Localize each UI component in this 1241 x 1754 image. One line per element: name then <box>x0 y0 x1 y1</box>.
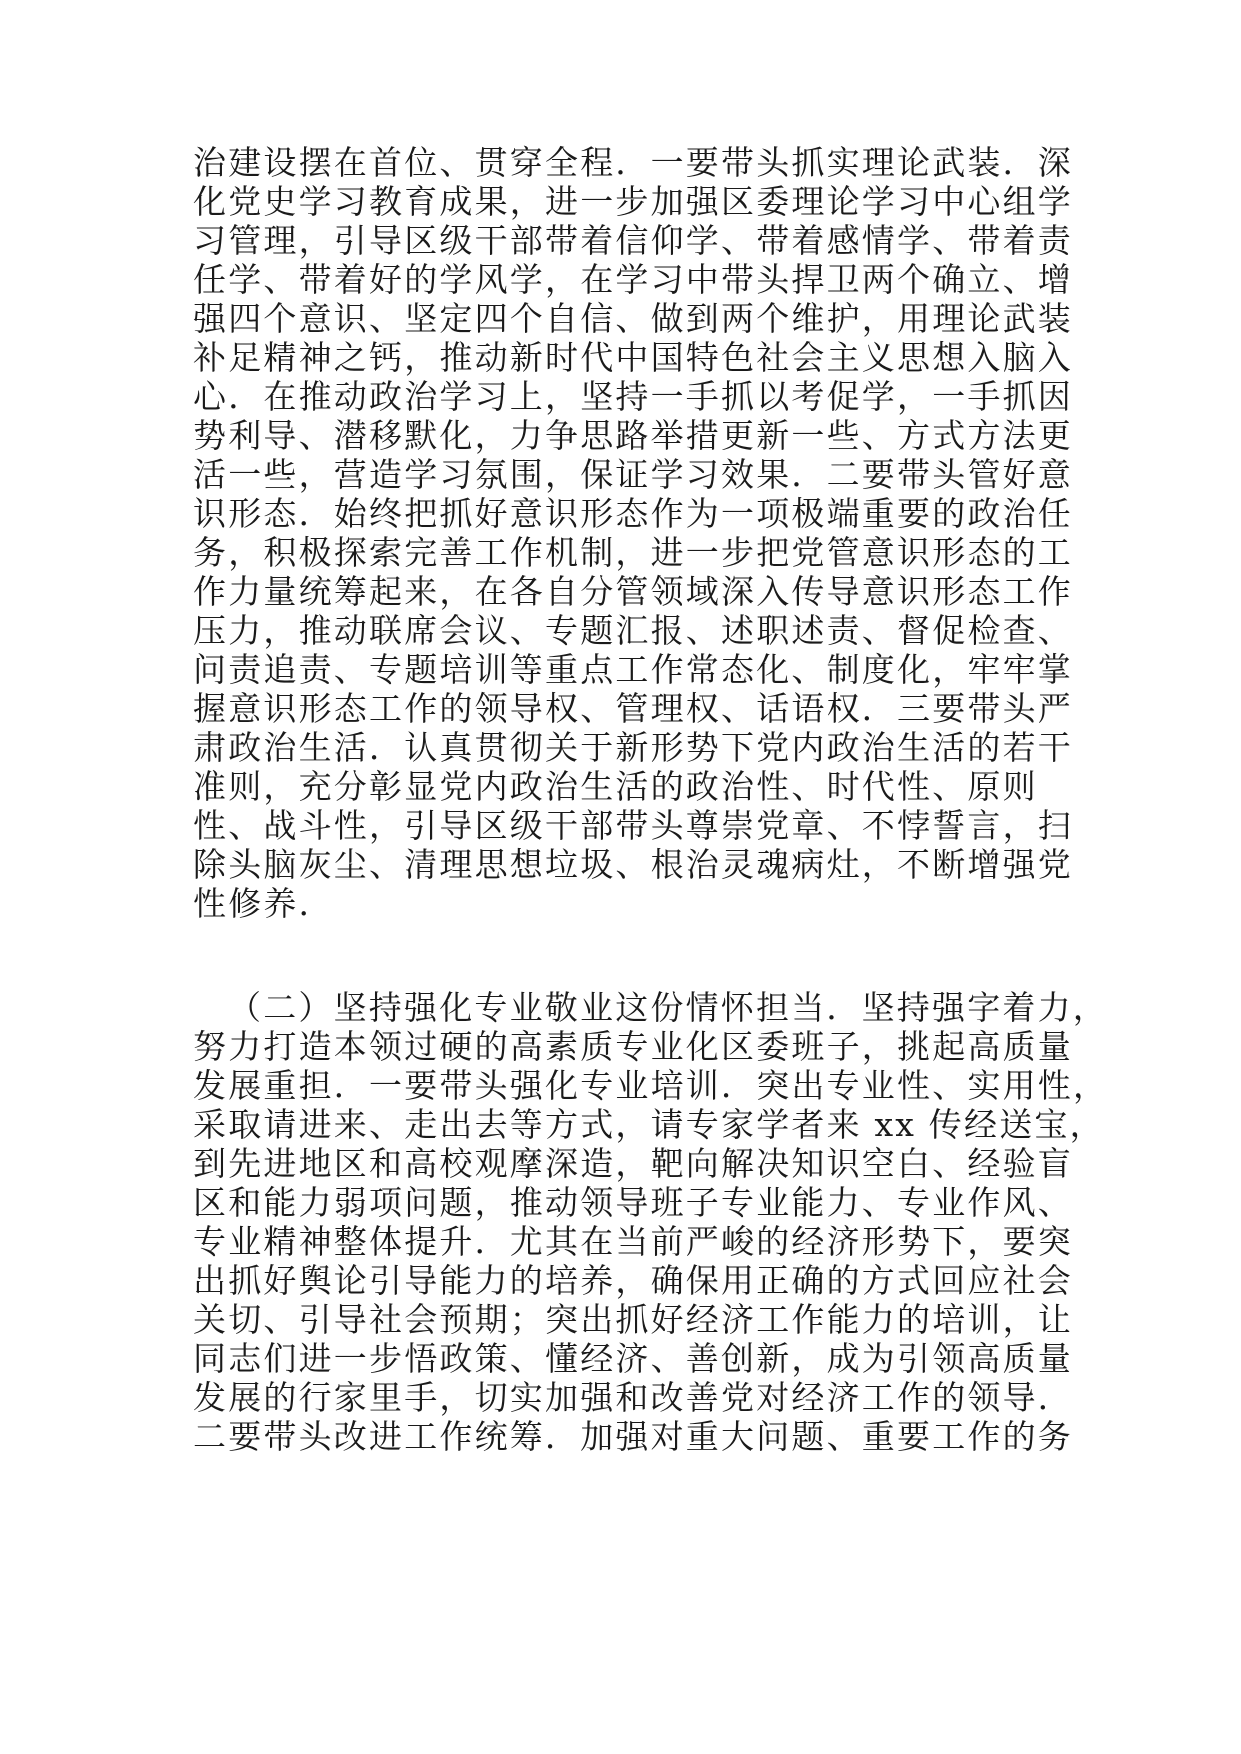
text-line: 化党史学习教育成果，进一步加强区委理论学习中心组学 <box>193 182 1073 221</box>
text-line: 准则，充分彰显党内政治生活的政治性、时代性、原则 <box>193 767 1038 806</box>
text-line: 补足精神之钙，推动新时代中国特色社会主义思想入脑入 <box>193 338 1073 377</box>
text-line: 发展的行家里手，切实加强和改善党对经济工作的领导． <box>193 1378 1073 1417</box>
text-line: 活一些，营造学习氛围，保证学习效果．二要带头管好意 <box>193 455 1073 494</box>
text-line: 作力量统筹起来，在各自分管领域深入传导意识形态工作 <box>193 572 1073 611</box>
paragraph-heading-line: （二）坚持强化专业敬业这份情怀担当．坚持强字着力， <box>228 988 1108 1027</box>
text-line: 专业精神整体提升．尤其在当前严峻的经济形势下，要突 <box>193 1222 1073 1261</box>
text-line: 性、战斗性，引导区级干部带头尊崇党章、不悖誓言，扫 <box>193 806 1073 845</box>
text-line: 习管理，引导区级干部带着信仰学、带着感情学、带着责 <box>193 221 1073 260</box>
text-line: 治建设摆在首位、贯穿全程．一要带头抓实理论武装．深 <box>193 143 1073 182</box>
text-line: 努力打造本领过硬的高素质专业化区委班子，挑起高质量 <box>193 1027 1073 1066</box>
text-line: 区和能力弱项问题，推动领导班子专业能力、专业作风、 <box>193 1183 1073 1222</box>
text-line: 任学、带着好的学风学，在学习中带头捍卫两个确立、增 <box>193 260 1073 299</box>
text-line: 握意识形态工作的领导权、管理权、话语权．三要带头严 <box>193 689 1073 728</box>
text-line: 关切、引导社会预期；突出抓好经济工作能力的培训，让 <box>193 1300 1073 1339</box>
text-line: 同志们进一步悟政策、懂经济、善创新，成为引领高质量 <box>193 1339 1073 1378</box>
text-line: 识形态．始终把抓好意识形态作为一项极端重要的政治任 <box>193 494 1073 533</box>
text-line: 除头脑灰尘、清理思想垃圾、根治灵魂病灶，不断增强党 <box>193 845 1073 884</box>
text-line: 到先进地区和高校观摩深造，靶向解决知识空白、经验盲 <box>193 1144 1073 1183</box>
text-line: 问责追责、专题培训等重点工作常态化、制度化，牢牢掌 <box>193 650 1073 689</box>
text-line: 发展重担．一要带头强化专业培训．突出专业性、实用性， <box>193 1066 1109 1105</box>
text-line: 势利导、潜移默化，力争思路举措更新一些、方式方法更 <box>193 416 1073 455</box>
text-line: 出抓好舆论引导能力的培养，确保用正确的方式回应社会 <box>193 1261 1073 1300</box>
text-line: 强四个意识、坚定四个自信、做到两个维护，用理论武装 <box>193 299 1073 338</box>
text-line: 肃政治生活．认真贯彻关于新形势下党内政治生活的若干 <box>193 728 1073 767</box>
text-line: 心．在推动政治学习上，坚持一手抓以考促学，一手抓因 <box>193 377 1073 416</box>
text-line: 压力，推动联席会议、专题汇报、述职述责、督促检查、 <box>193 611 1073 650</box>
text-line: 采取请进来、走出去等方式，请专家学者来 xx 传经送宝， <box>193 1105 1105 1144</box>
text-line: 二要带头改进工作统筹．加强对重大问题、重要工作的务 <box>193 1417 1073 1456</box>
text-line: 务，积极探索完善工作机制，进一步把党管意识形态的工 <box>193 533 1073 572</box>
text-line: 性修养． <box>193 884 334 923</box>
